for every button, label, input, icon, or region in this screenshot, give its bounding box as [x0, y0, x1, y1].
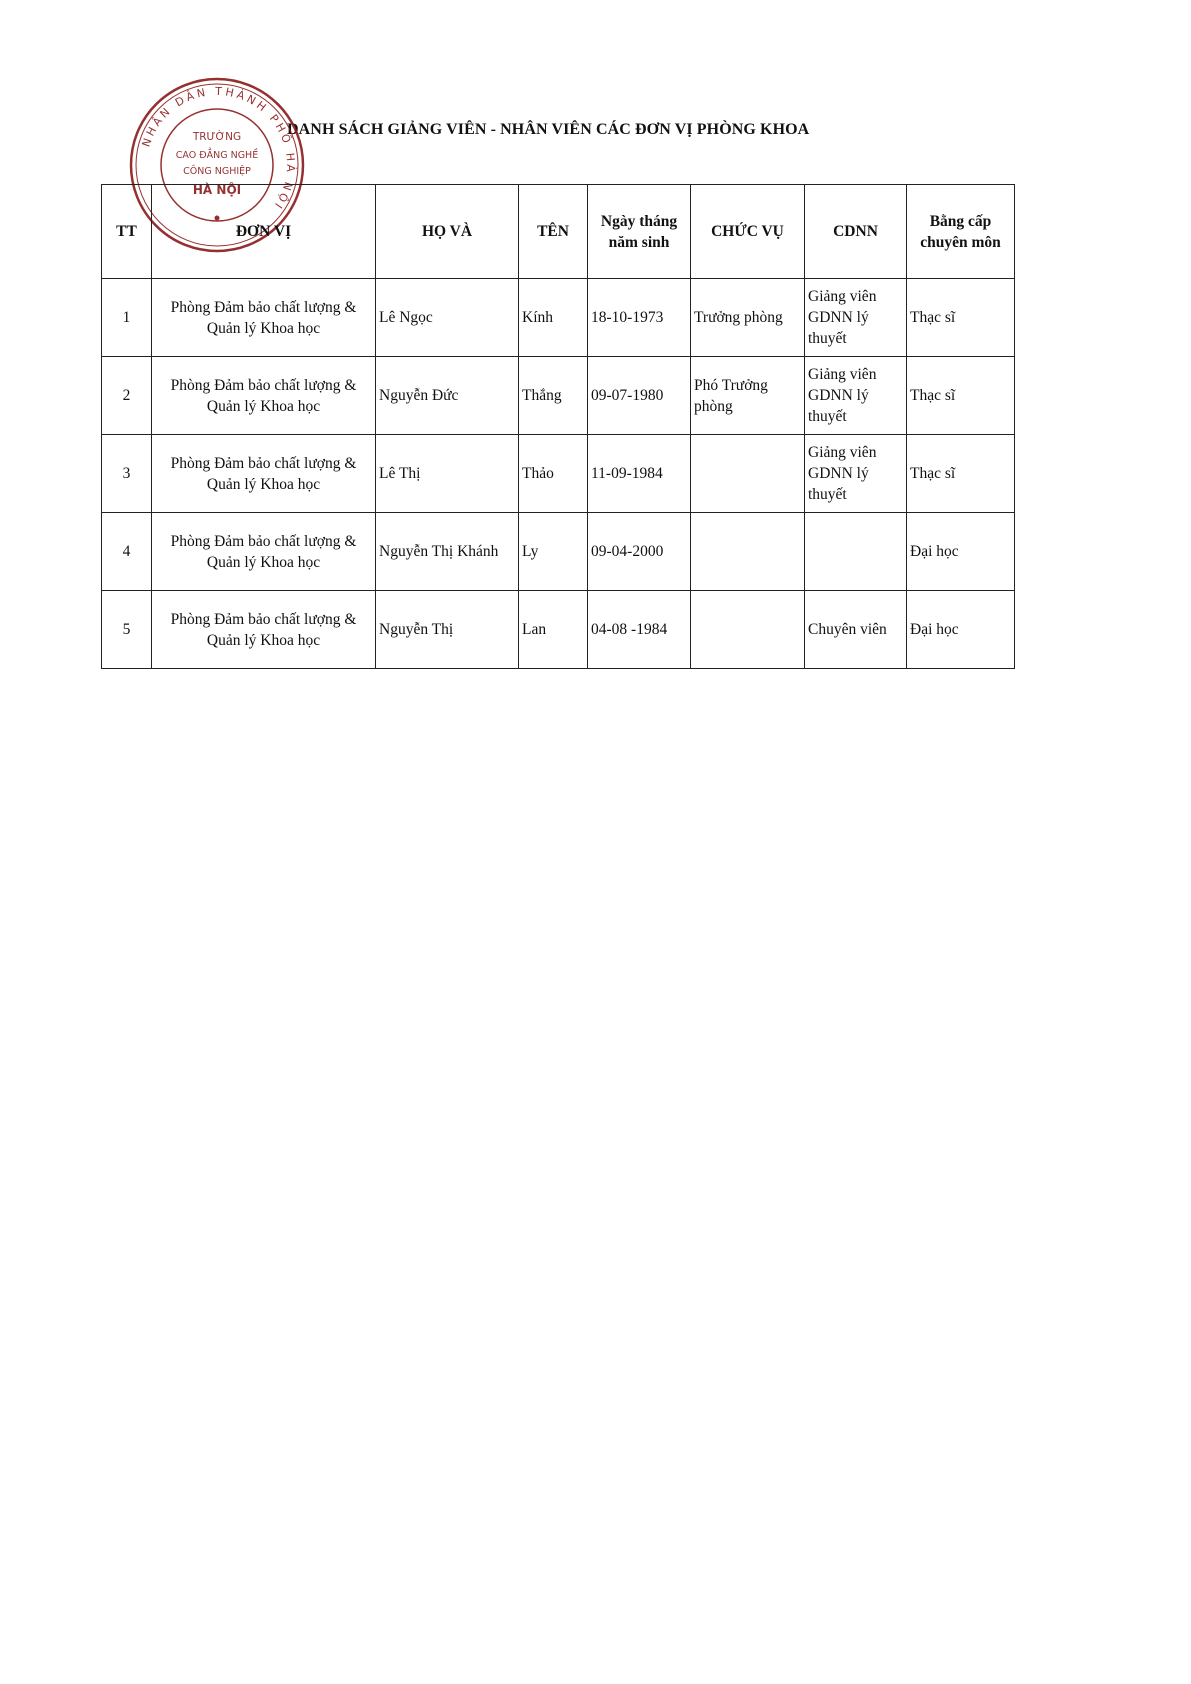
cell-ten: Thảo — [519, 435, 588, 513]
cell-don-vi-line2: Quản lý Khoa học — [206, 553, 321, 571]
header-row — [102, 185, 1015, 279]
cell-tt: 2 — [102, 357, 152, 435]
header-cdnn: CDNN — [805, 185, 907, 279]
cell-cdnn-line1: Chuyên viên — [808, 621, 887, 638]
table-row — [102, 513, 1015, 591]
header-ten: TÊN — [519, 185, 588, 279]
cell-chuc-vu-line1: Trưởng phòng — [694, 309, 783, 326]
page-title: DANH SÁCH GIẢNG VIÊN - NHÂN VIÊN CÁC ĐƠN VỊ PHÒNG KHOA — [287, 121, 810, 138]
cell-ho: Nguyễn Đức — [376, 357, 519, 435]
header-bang-cap-line2: chuyên môn — [920, 233, 1001, 251]
cell-don-vi-line1: Phòng Đảm bảo chất lượng & — [170, 610, 357, 628]
cell-ten: Ly — [519, 513, 588, 591]
cell-chuc-vu — [691, 591, 805, 669]
cell-cdnn-line3: thuyết — [808, 486, 847, 503]
cell-chuc-vu — [691, 357, 805, 435]
cell-don-vi-line2: Quản lý Khoa học — [206, 397, 321, 415]
cell-tt: 4 — [102, 513, 152, 591]
cell-don-vi — [152, 279, 376, 357]
cell-ngay-sinh: 04-08 -1984 — [588, 591, 691, 669]
cell-bang-cap: Đại học — [907, 513, 1015, 591]
cell-ngay-sinh: 11-09-1984 — [588, 435, 691, 513]
table-row — [102, 435, 1015, 513]
header-don-vi: ĐƠN VỊ — [152, 185, 376, 279]
cell-cdnn — [805, 591, 907, 669]
cell-tt: 3 — [102, 435, 152, 513]
cell-don-vi-line2: Quản lý Khoa học — [206, 631, 321, 649]
cell-don-vi — [152, 513, 376, 591]
cell-chuc-vu-line2: phòng — [694, 397, 733, 415]
cell-chuc-vu — [691, 435, 805, 513]
header-ho-va: HỌ VÀ — [376, 185, 519, 279]
cell-chuc-vu — [691, 279, 805, 357]
cell-cdnn-line3: thuyết — [808, 408, 847, 425]
cell-cdnn-line2: GDNN lý — [808, 387, 869, 404]
cell-ho: Nguyễn Thị — [376, 591, 519, 669]
staff-table — [101, 184, 1015, 669]
cell-don-vi — [152, 435, 376, 513]
cell-don-vi-line1: Phòng Đảm bảo chất lượng & — [170, 376, 357, 394]
cell-cdnn-line1: Giảng viên — [808, 366, 877, 383]
cell-ten: Lan — [519, 591, 588, 669]
cell-ten: Thắng — [519, 357, 588, 435]
header-bang-cap — [907, 185, 1015, 279]
header-ngay-sinh-line1: Ngày tháng — [600, 212, 678, 230]
cell-don-vi — [152, 591, 376, 669]
cell-don-vi-line1: Phòng Đảm bảo chất lượng & — [170, 298, 357, 316]
table-row — [102, 279, 1015, 357]
seal-line-4: HÀ NỘI — [192, 183, 242, 197]
cell-chuc-vu — [691, 513, 805, 591]
cell-ngay-sinh: 09-07-1980 — [588, 357, 691, 435]
seal-line-2: CAO ĐẲNG NGHỀ — [175, 150, 259, 161]
cell-bang-cap: Thạc sĩ — [907, 279, 1015, 357]
cell-ten: Kính — [519, 279, 588, 357]
cell-cdnn — [805, 357, 907, 435]
cell-bang-cap: Đại học — [907, 591, 1015, 669]
cell-don-vi — [152, 357, 376, 435]
cell-bang-cap: Thạc sĩ — [907, 435, 1015, 513]
cell-cdnn-line3: thuyết — [808, 330, 847, 347]
cell-cdnn-line1: Giảng viên — [808, 288, 877, 305]
seal-outer-text: NHÂN DÂN THÀNH PHỐ HÀ NỘI — [139, 84, 298, 214]
cell-ho: Lê Thị — [376, 435, 519, 513]
cell-cdnn-line1: Giảng viên — [808, 444, 877, 461]
header-ngay-sinh — [588, 185, 691, 279]
cell-cdnn — [805, 435, 907, 513]
cell-ngay-sinh: 18-10-1973 — [588, 279, 691, 357]
seal-line-1: TRƯỜNG — [192, 131, 242, 143]
header-chuc-vu: CHỨC VỤ — [691, 185, 805, 279]
seal-line-3: CÔNG NGHIỆP — [183, 166, 251, 177]
cell-tt: 5 — [102, 591, 152, 669]
cell-chuc-vu-line1: Phó Trưởng — [694, 376, 768, 394]
cell-cdnn-line2: GDNN lý — [808, 309, 869, 326]
cell-cdnn — [805, 513, 907, 591]
cell-don-vi-line2: Quản lý Khoa học — [206, 475, 321, 493]
cell-don-vi-line1: Phòng Đảm bảo chất lượng & — [170, 532, 357, 550]
table-row — [102, 357, 1015, 435]
cell-cdnn-line2: GDNN lý — [808, 465, 869, 482]
header-ngay-sinh-line2: năm sinh — [608, 233, 670, 251]
cell-tt: 1 — [102, 279, 152, 357]
cell-bang-cap: Thạc sĩ — [907, 357, 1015, 435]
cell-ho: Nguyễn Thị Khánh — [376, 513, 519, 591]
table-row — [102, 591, 1015, 669]
header-bang-cap-line1: Bằng cấp — [929, 212, 992, 230]
cell-ho: Lê Ngọc — [376, 279, 519, 357]
cell-cdnn — [805, 279, 907, 357]
cell-don-vi-line2: Quản lý Khoa học — [206, 319, 321, 337]
cell-don-vi-line1: Phòng Đảm bảo chất lượng & — [170, 454, 357, 472]
header-tt: TT — [102, 185, 152, 279]
cell-ngay-sinh: 09-04-2000 — [588, 513, 691, 591]
